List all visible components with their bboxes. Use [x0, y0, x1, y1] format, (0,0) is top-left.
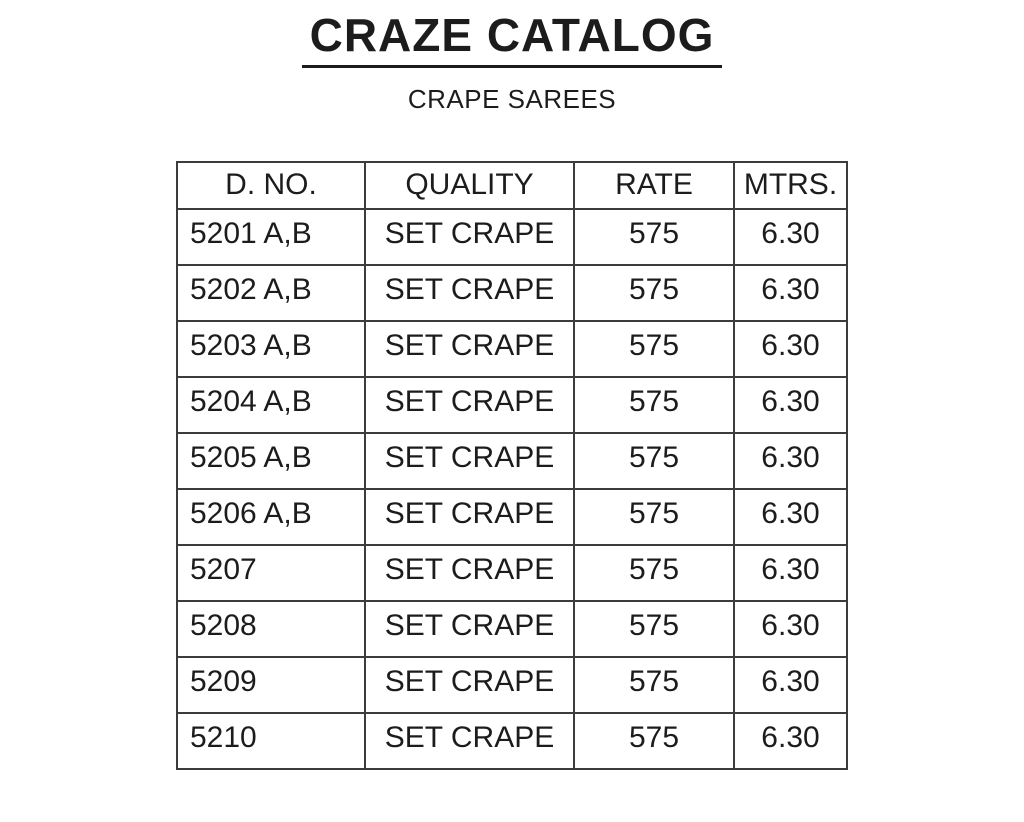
table-cell: 5203 A,B [177, 321, 365, 377]
column-header: RATE [574, 162, 734, 209]
table-cell: 5206 A,B [177, 489, 365, 545]
table-cell: 5204 A,B [177, 377, 365, 433]
column-header: MTRS. [734, 162, 847, 209]
table-cell: SET CRAPE [365, 377, 574, 433]
table-cell: SET CRAPE [365, 265, 574, 321]
table-row [177, 433, 847, 489]
catalog-table [176, 161, 848, 770]
table-cell: SET CRAPE [365, 545, 574, 601]
table-body [177, 209, 847, 769]
table-row [177, 209, 847, 265]
table-row [177, 713, 847, 769]
table-cell: 575 [574, 601, 734, 657]
table-cell: 575 [574, 321, 734, 377]
page-title: CRAZE CATALOG [302, 10, 723, 68]
table-row [177, 489, 847, 545]
table-cell: 6.30 [734, 433, 847, 489]
table-cell: 6.30 [734, 377, 847, 433]
table-cell: 575 [574, 209, 734, 265]
table-cell: 575 [574, 657, 734, 713]
table-cell: 5207 [177, 545, 365, 601]
column-header: QUALITY [365, 162, 574, 209]
table-cell: 575 [574, 545, 734, 601]
table-cell: 575 [574, 433, 734, 489]
table-row [177, 545, 847, 601]
table-cell: 5201 A,B [177, 209, 365, 265]
table-cell: SET CRAPE [365, 209, 574, 265]
table-row [177, 265, 847, 321]
table-cell: 5202 A,B [177, 265, 365, 321]
table-cell: SET CRAPE [365, 713, 574, 769]
table-cell: 6.30 [734, 265, 847, 321]
table-row [177, 377, 847, 433]
table-cell: SET CRAPE [365, 321, 574, 377]
table-row [177, 601, 847, 657]
table-cell: SET CRAPE [365, 601, 574, 657]
table-cell: 6.30 [734, 545, 847, 601]
table-cell: 5208 [177, 601, 365, 657]
table-cell: 6.30 [734, 657, 847, 713]
column-header: D. NO. [177, 162, 365, 209]
table-row [177, 321, 847, 377]
table-cell: 575 [574, 377, 734, 433]
table-cell: 5210 [177, 713, 365, 769]
table-cell: 5205 A,B [177, 433, 365, 489]
table-cell: 6.30 [734, 489, 847, 545]
table-cell: 575 [574, 265, 734, 321]
table-cell: 575 [574, 489, 734, 545]
table-cell: SET CRAPE [365, 657, 574, 713]
table-cell: 6.30 [734, 713, 847, 769]
table-cell: 5209 [177, 657, 365, 713]
table-cell: SET CRAPE [365, 489, 574, 545]
table-cell: 6.30 [734, 601, 847, 657]
table-header-row [177, 162, 847, 209]
page-subtitle: CRAPE SAREES [407, 83, 617, 114]
table-cell: 6.30 [734, 209, 847, 265]
table-cell: 575 [574, 713, 734, 769]
table-row [177, 657, 847, 713]
table-cell: SET CRAPE [365, 433, 574, 489]
table-cell: 6.30 [734, 321, 847, 377]
